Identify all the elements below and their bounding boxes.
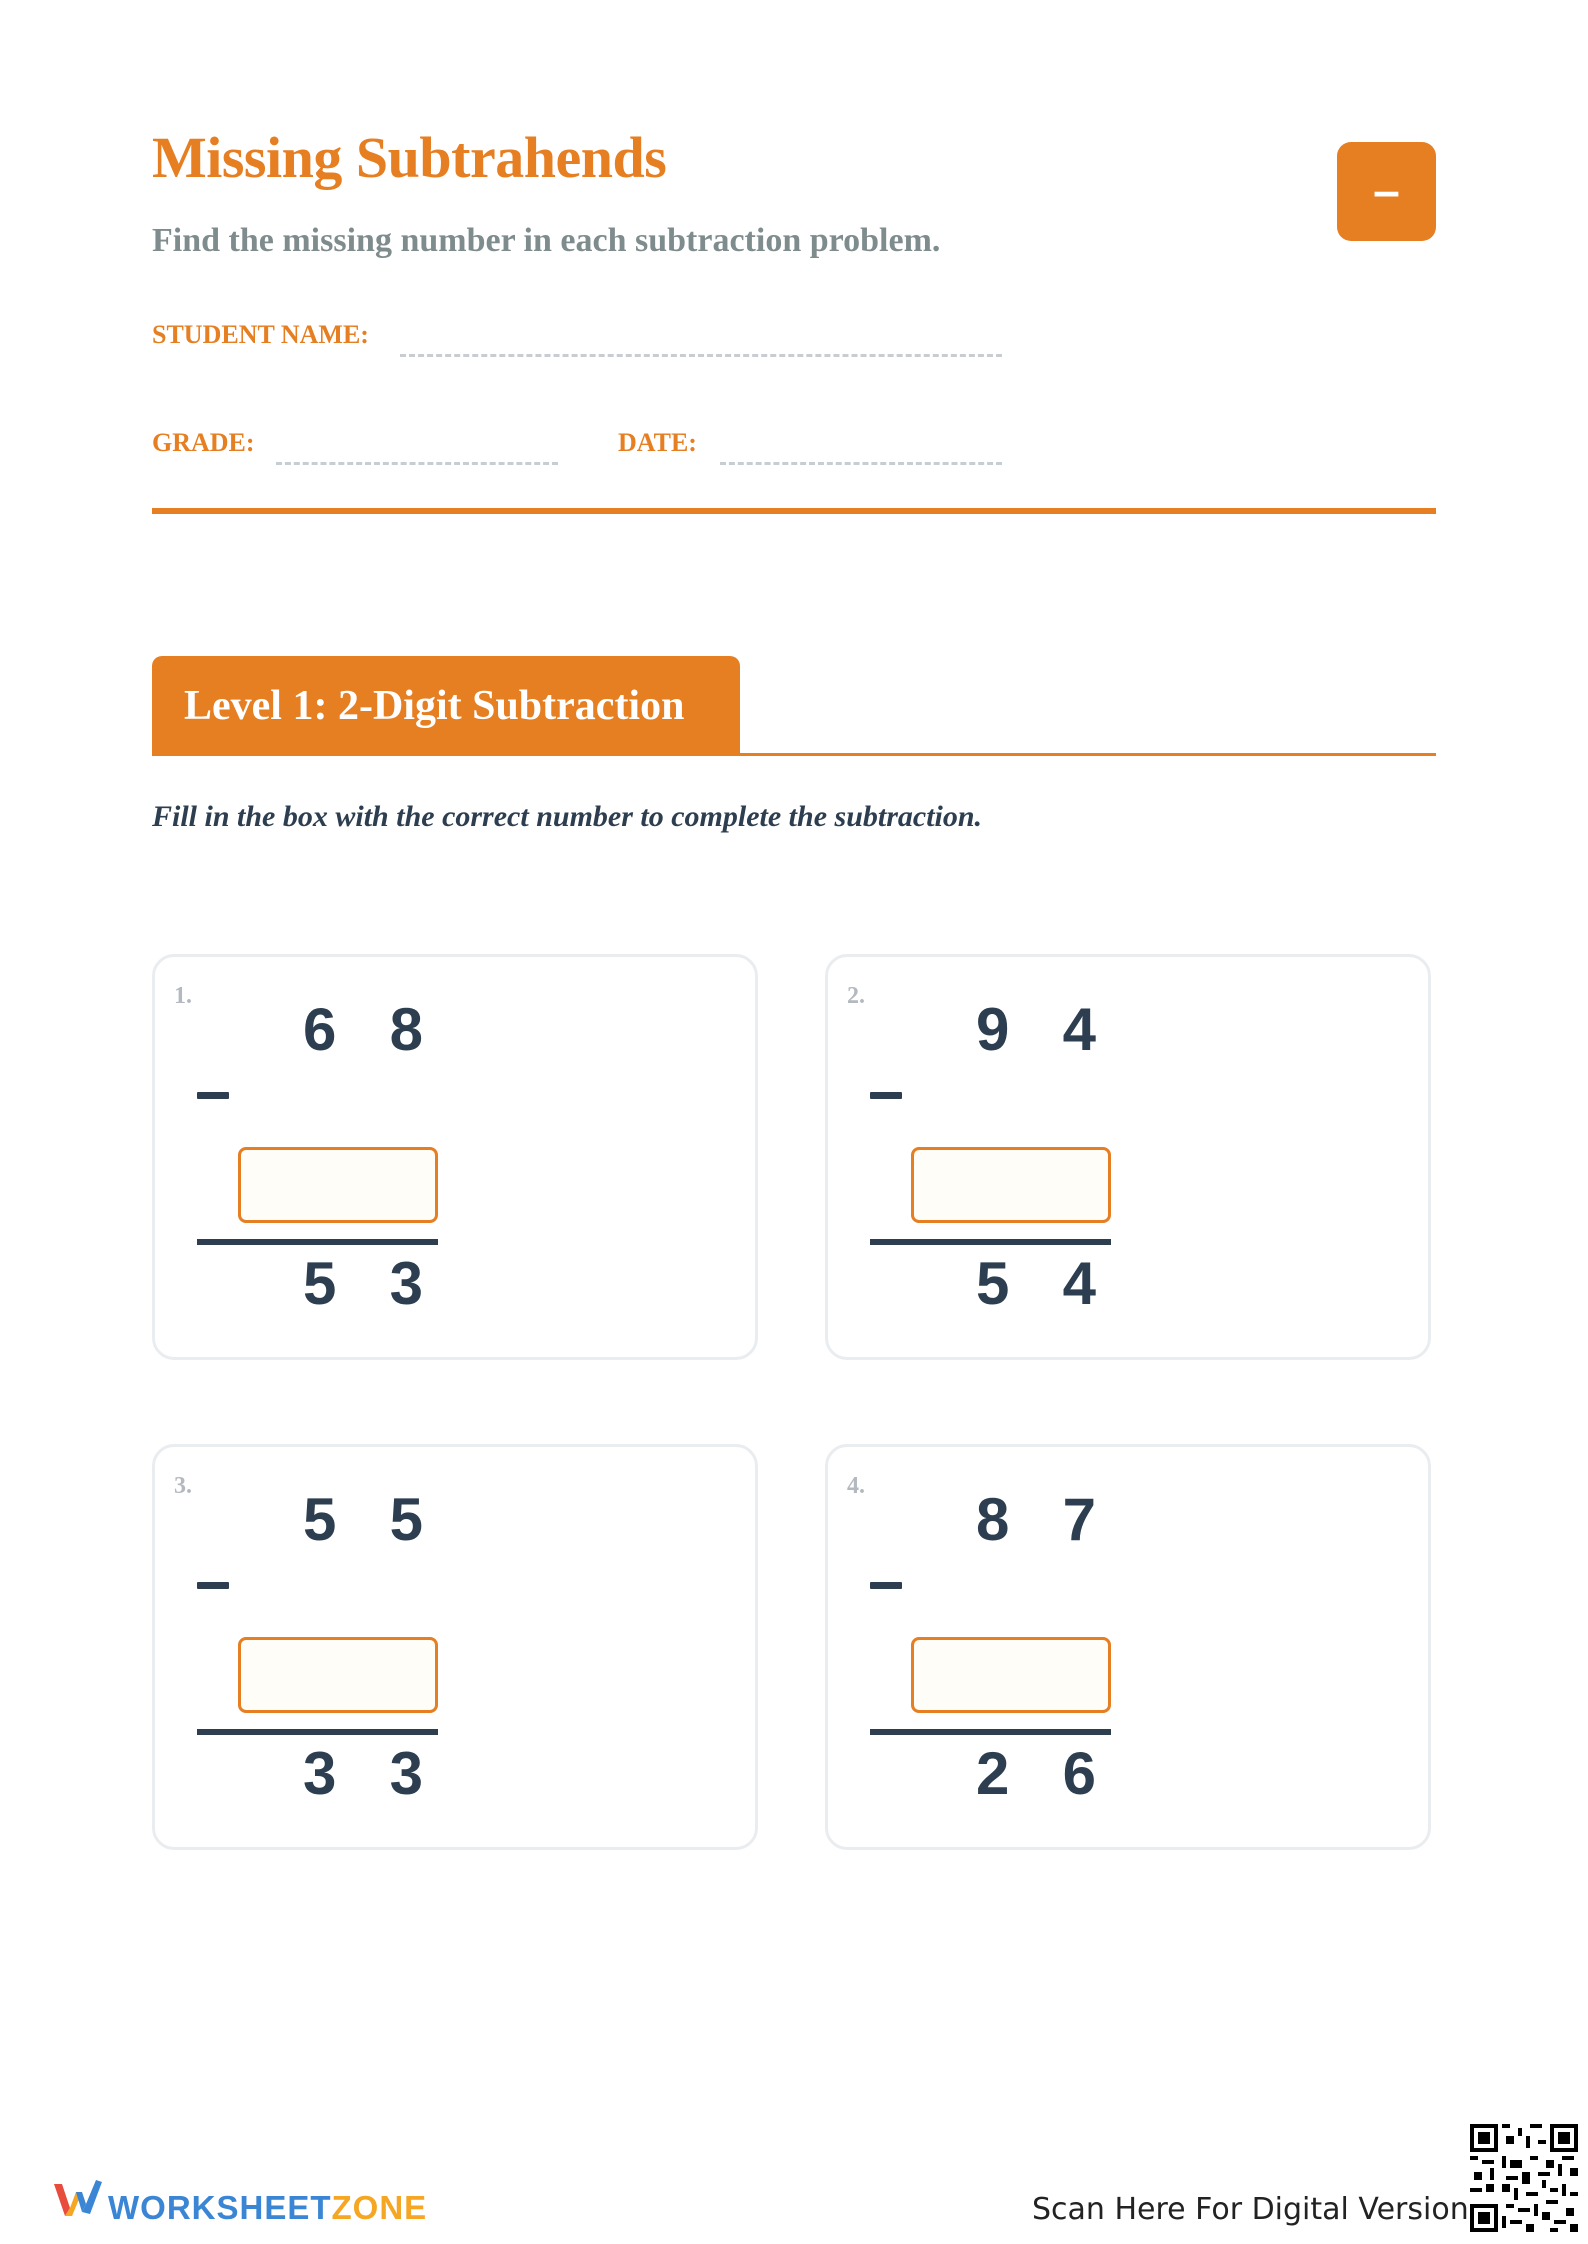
minus-sign-icon: [870, 1582, 902, 1589]
worksheetzone-logo-text: [108, 2189, 427, 2227]
grade-label: GRADE:: [152, 428, 255, 457]
minuend: [303, 995, 423, 1064]
problem-card-3: [152, 1444, 758, 1850]
minuend-ones-digit: 4: [1062, 996, 1096, 1063]
problem-number: 1.: [174, 983, 192, 1009]
student-name-field[interactable]: [400, 354, 1002, 357]
difference-tens-digit: 2: [976, 1740, 1010, 1807]
difference-ones-digit: 4: [1062, 1250, 1096, 1317]
minuend: [303, 1485, 423, 1554]
answer-rule: [870, 1729, 1111, 1735]
difference: [303, 1249, 423, 1318]
difference-tens-digit: 3: [303, 1740, 337, 1807]
difference-ones-digit: 3: [389, 1740, 423, 1807]
minuend-ones-digit: 7: [1062, 1486, 1096, 1553]
minus-sign-icon: [197, 1092, 229, 1099]
date-field[interactable]: [720, 462, 1002, 465]
header-divider: [152, 508, 1436, 514]
answer-box[interactable]: [911, 1147, 1111, 1223]
qr-code-icon[interactable]: [1470, 2124, 1578, 2232]
answer-rule: [197, 1729, 438, 1735]
minuend-ones-digit: 5: [389, 1486, 423, 1553]
minus-sign-icon: [870, 1092, 902, 1099]
minus-sign-icon: [197, 1582, 229, 1589]
section-divider: [152, 753, 1436, 756]
logo-text-part1: WORKSHEET: [108, 2189, 332, 2226]
minuend: [976, 995, 1096, 1064]
date-label: DATE:: [618, 428, 697, 457]
difference: [976, 1739, 1096, 1808]
difference-tens-digit: 5: [976, 1250, 1010, 1317]
student-name-label: STUDENT NAME:: [152, 320, 369, 349]
problem-number: 2.: [847, 983, 865, 1009]
minus-badge-icon: –: [1337, 142, 1436, 241]
minuend-tens-digit: 9: [976, 996, 1010, 1063]
difference-ones-digit: 3: [389, 1250, 423, 1317]
difference: [303, 1739, 423, 1808]
worksheetzone-logo-icon: [52, 2178, 102, 2218]
logo-text-part2: ZONE: [331, 2189, 428, 2226]
minuend-ones-digit: 8: [389, 996, 423, 1063]
answer-box[interactable]: [911, 1637, 1111, 1713]
difference-tens-digit: 5: [303, 1250, 337, 1317]
section-title: Level 1: 2-Digit Subtraction: [152, 656, 740, 756]
grade-field[interactable]: [276, 462, 558, 465]
problem-number: 3.: [174, 1473, 192, 1499]
answer-box[interactable]: [238, 1147, 438, 1223]
problem-card-1: [152, 954, 758, 1360]
page-title: Missing Subtrahends: [152, 125, 667, 190]
problem-card-4: [825, 1444, 1431, 1850]
minuend: [976, 1485, 1096, 1554]
minuend-tens-digit: 6: [303, 996, 337, 1063]
problem-card-2: [825, 954, 1431, 1360]
minuend-tens-digit: 5: [303, 1486, 337, 1553]
difference: [976, 1249, 1096, 1318]
answer-rule: [197, 1239, 438, 1245]
problem-number: 4.: [847, 1473, 865, 1499]
section-instructions: Fill in the box with the correct number to complete the subtraction.: [152, 800, 983, 833]
minuend-tens-digit: 8: [976, 1486, 1010, 1553]
page-subtitle: Find the missing number in each subtraction problem.: [152, 222, 941, 259]
answer-rule: [870, 1239, 1111, 1245]
difference-ones-digit: 6: [1062, 1740, 1096, 1807]
answer-box[interactable]: [238, 1637, 438, 1713]
scan-instruction: Scan Here For Digital Version: [1032, 2192, 1469, 2227]
